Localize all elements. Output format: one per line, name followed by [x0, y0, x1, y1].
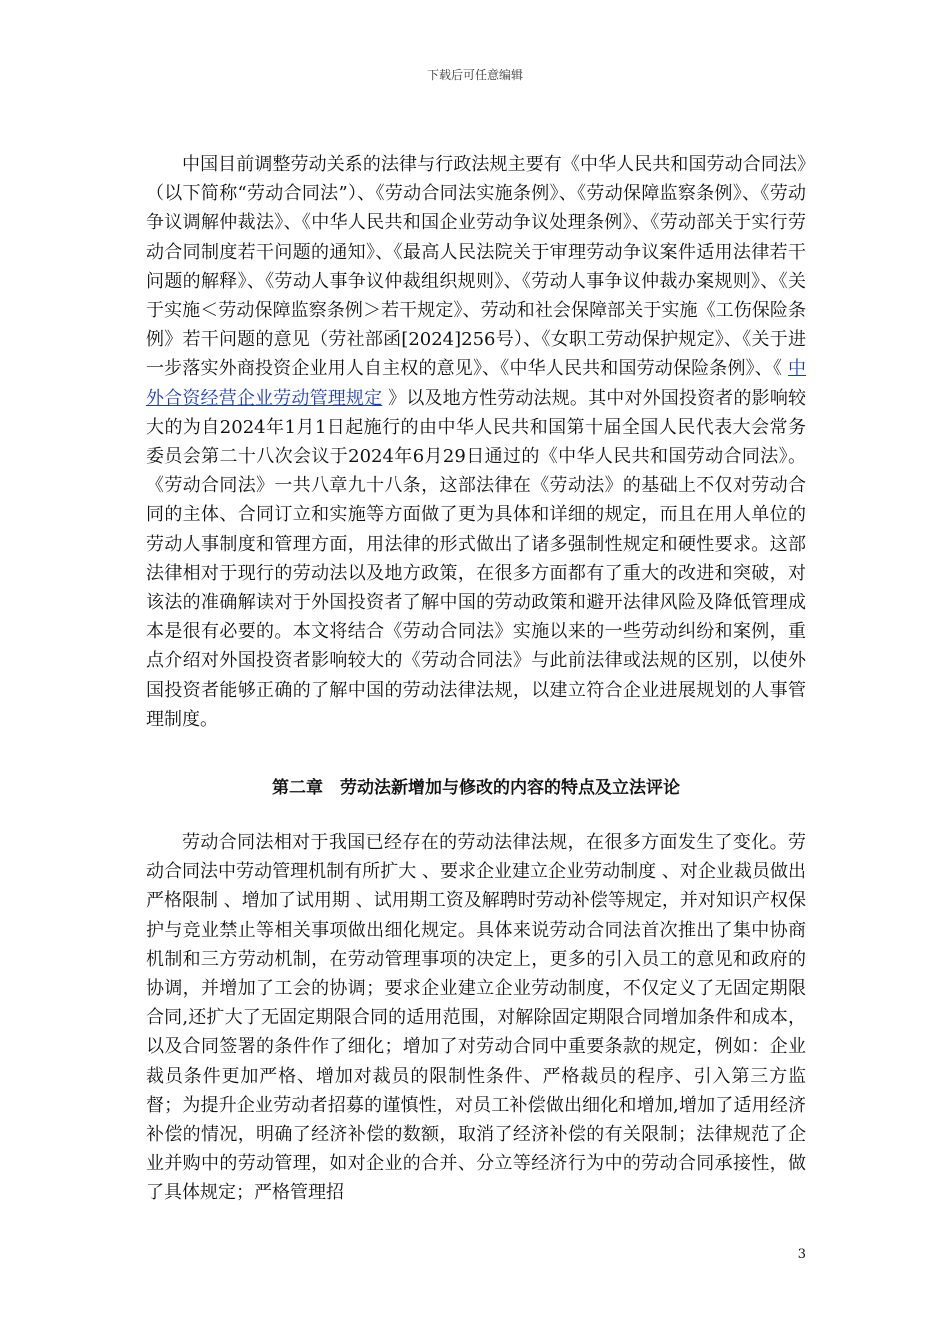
paragraph-intro: [146, 150, 806, 734]
document-body-2: [146, 828, 806, 1208]
regulation-link[interactable]: 中外合资经营企业劳动管理规定: [146, 358, 806, 409]
paragraph-intro-text-1: 中国目前调整劳动关系的法律与行政法规主要有《中华人民共和国劳动合同法》（以下简称“劳动合同法”）、《劳动合同法实施条例》、《劳动保障监察条例》、《劳动争议调解仲裁法》、《中华人民共和国企业劳动争议处理条例》、《劳动部关于实行劳动合同制度若干问题的通知》、《最高人民法院关于审理劳动争议案件适用法律若干问题的解释》、《劳动人事争议仲裁组织规则》、《劳动人事争议仲裁办案规则》、《关于实施＜劳动保障监察条例＞若干规定》、劳动和社会保障部关于实施《工伤保险条例》若干问题的意见（劳社部函[2024]256号）、《女职工劳动保护规定》、《关于进一步落实外商投资企业用人自主权的意见》、《中华人民共和国劳动保险条例》、《: [146, 154, 806, 380]
page-header: 下载后可任意编辑: [426, 68, 523, 82]
chapter-heading: 第二章 劳动法新增加与修改的内容的特点及立法评论: [272, 778, 680, 798]
page-number: 3: [797, 1247, 806, 1262]
paragraph-intro-text-2: 》以及地方性劳动法规。其中对外国投资者的影响较大的为自2024年1月1日起施行的由中华人民共和国第十届全国人民代表大会常务委员会第二十八次会议于2024年6月29日通过的《中华人民共和国劳动合同法》。《劳动合同法》一共八章九十八条，这部法律在《劳动法》的基础上不仅对劳动合同的主体、合同订立和实施等方面做了更为具体和详细的规定，而且在用人单位的劳动人事制度和管理方面，用法律的形式做出了诸多强制性规定和硬性要求。这部法律相对于现行的劳动法以及地方政策，在很多方面都有了重大的改进和突破，对该法的准确解读对于外国投资者了解中国的劳动政策和避开法律风险及降低管理成本是很有必要的。本文将结合《劳动合同法》实施以来的一些劳动纠纷和案例，重点介绍对外国投资者影响较大的《劳动合同法》与此前法律或法规的区别，以使外国投资者能够正确的了解中国的劳动法律法规，以建立符合企业进展规划的人事管理制度。: [146, 387, 806, 730]
document-body: [146, 150, 806, 734]
paragraph-chapter-two: 劳动合同法相对于我国已经存在的劳动法律法规，在很多方面发生了变化。劳动合同法中劳动管理机制有所扩大 、要求企业建立企业劳动制度 、对企业裁员做出严格限制 、增加了试用期 、试用期工资及解聘时劳动补偿等规定，并对知识产权保护与竞业禁止等相关事项做出细化规定。具体来说劳动合同法首次推出了集中协商机制和三方劳动机制，在劳动管理事项的决定上，更多的引入员工的意见和政府的协调，并增加了工会的协调；要求企业建立企业劳动制度，不仅定义了无固定期限合同,还扩大了无固定期限合同的适用范围，对解除固定期限合同增加条件和成本，以及合同签署的条件作了细化；增加了对劳动合同中重要条款的规定，例如：企业裁员条件更加严格、增加对裁员的限制性条件、严格裁员的程序、引入第三方监督；为提升企业劳动者招募的谨慎性，对员工补偿做出细化和增加,增加了适用经济补偿的情况，明确了经济补偿的数额，取消了经济补偿的有关限制；法律规范了企业并购中的劳动管理，如对企业的合并、分立等经济行为中的劳动合同承接性，做了具体规定；严格管理招: [146, 832, 806, 1204]
